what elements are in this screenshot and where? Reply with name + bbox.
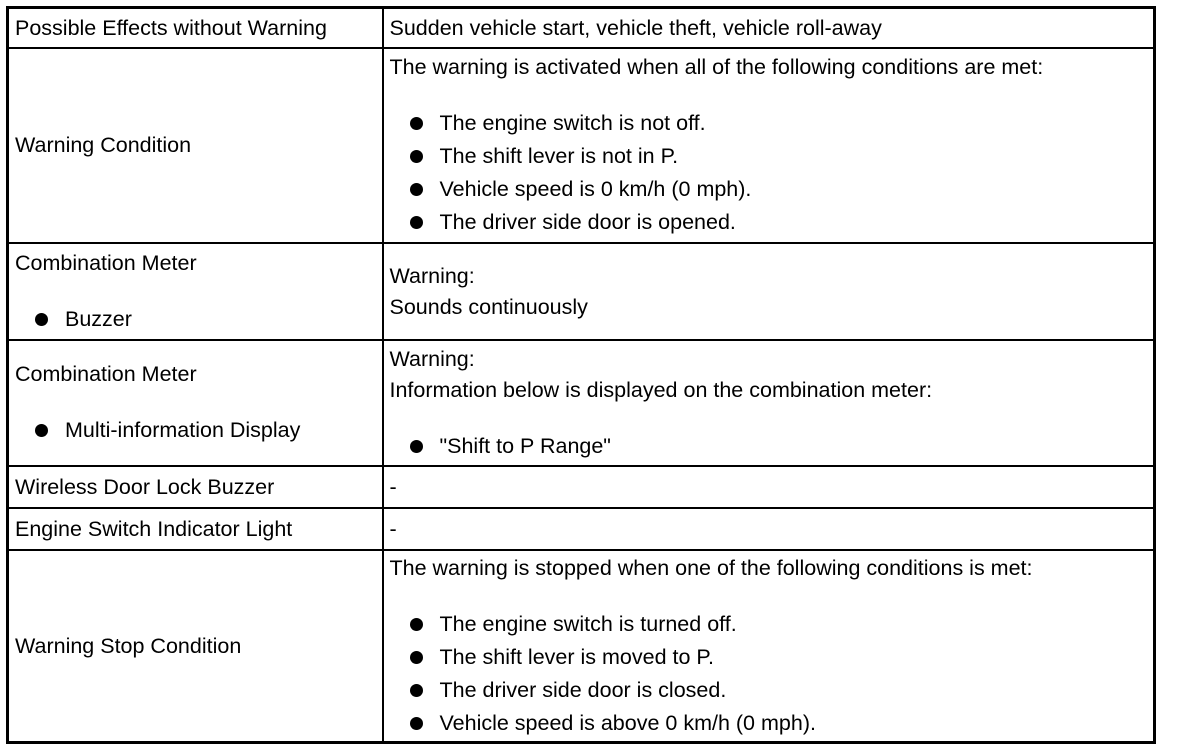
table-row	[8, 550, 1155, 743]
list-item: The shift lever is not in P.	[390, 140, 1148, 173]
row-label: Combination Meter Buzzer	[8, 243, 383, 340]
row-label: Engine Switch Indicator Light	[8, 508, 383, 550]
row-value: Sudden vehicle start, vehicle theft, vehicle roll-away	[383, 8, 1155, 49]
row-value	[383, 48, 1155, 243]
row-label: Wireless Door Lock Buzzer	[8, 466, 383, 508]
warning-spec-table	[6, 6, 1156, 744]
list-item: Buzzer	[15, 303, 376, 336]
table-row	[8, 8, 1155, 49]
condition-intro: The warning is stopped when one of the following conditions is met:	[389, 555, 1033, 580]
row-label: Warning Stop Condition	[8, 550, 383, 743]
row-label: Combination Meter Multi-information Display	[8, 340, 383, 466]
list-item: Vehicle speed is above 0 km/h (0 mph).	[390, 707, 1148, 740]
table-row	[8, 508, 1155, 550]
display-message-list	[390, 430, 1148, 463]
row-value	[383, 550, 1155, 743]
table-row	[8, 48, 1155, 243]
condition-intro: The warning is activated when all of the following conditions are met:	[389, 55, 1044, 79]
condition-list	[390, 608, 1148, 740]
row-value: Warning: Information below is displayed on the combination meter: "Shift to P Range"	[383, 340, 1155, 466]
list-item: The engine switch is turned off.	[390, 608, 1148, 641]
table-row	[8, 243, 1155, 340]
list-item: Vehicle speed is 0 km/h (0 mph).	[390, 173, 1148, 206]
list-item: "Shift to P Range"	[390, 430, 1148, 463]
condition-list	[390, 107, 1148, 239]
list-item: Multi-information Display	[15, 414, 376, 447]
list-item: The driver side door is opened.	[390, 206, 1148, 239]
table-row	[8, 466, 1155, 508]
row-label: Warning Condition	[8, 48, 383, 243]
list-item: The driver side door is closed.	[390, 674, 1148, 707]
list-item: The shift lever is moved to P.	[390, 641, 1148, 674]
table-row	[8, 340, 1155, 466]
row-value: -	[383, 466, 1155, 508]
label-sub-list	[15, 414, 376, 447]
row-value: Warning: Sounds continuously	[383, 243, 1155, 340]
list-item: The engine switch is not off.	[390, 107, 1148, 140]
row-label: Possible Effects without Warning	[8, 8, 383, 49]
label-sub-list	[15, 303, 376, 336]
row-value: -	[383, 508, 1155, 550]
